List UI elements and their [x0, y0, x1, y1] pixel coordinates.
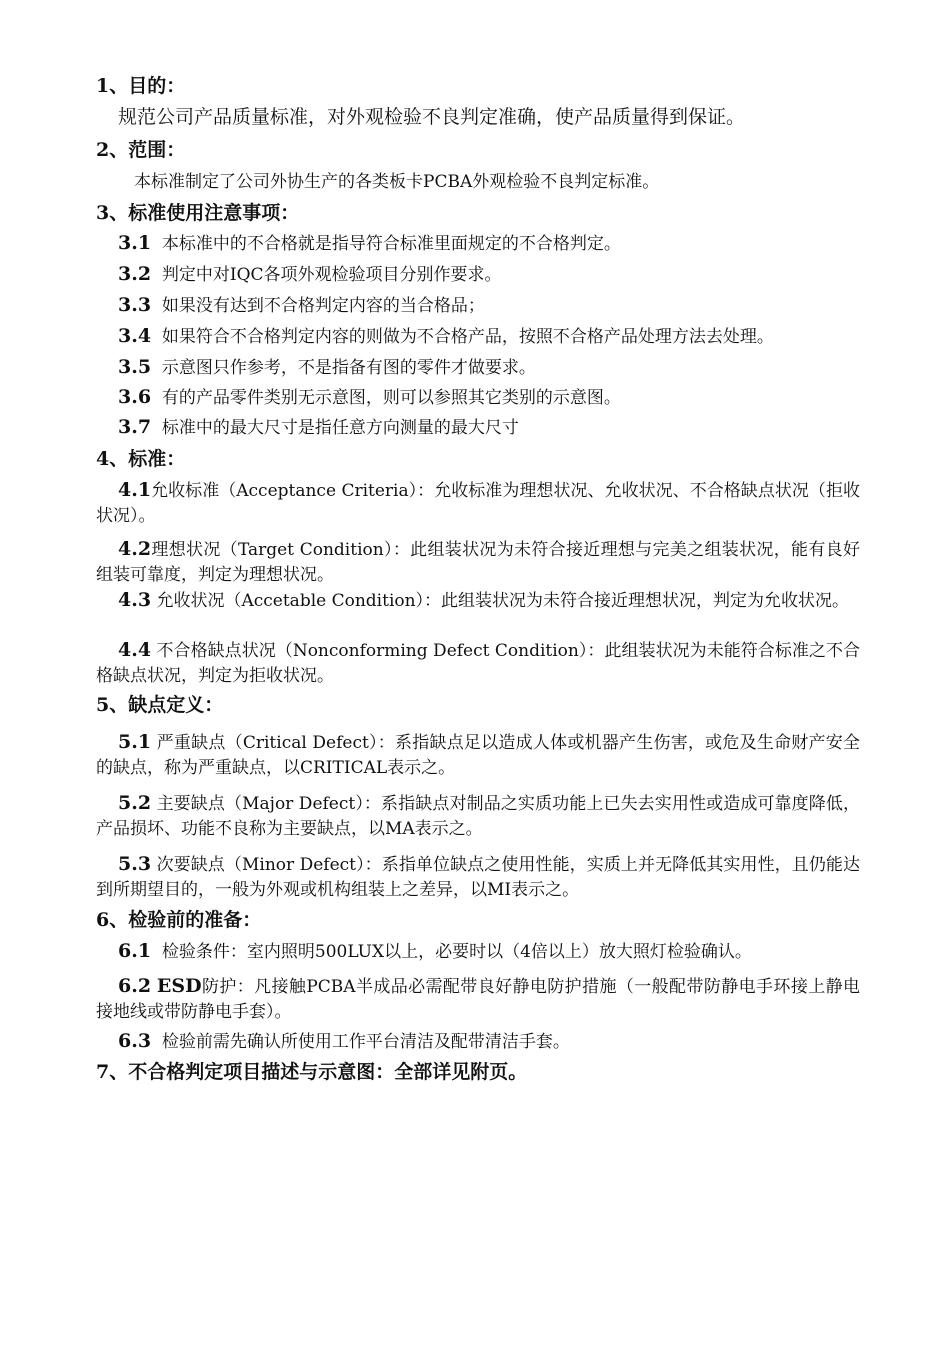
item-3-3 — [118, 293, 485, 318]
item-text: 有的产品零件类别无示意图，则可以参照其它类别的示意图。 — [161, 388, 621, 408]
item-5-3 — [96, 852, 860, 903]
item-text: 理想状况（Target Condition）：此组装状况为未符合接近理想与完美之组装状况，能有良好组装可靠度，判定为理想状况。 — [96, 540, 860, 585]
item-number: 4.2 — [118, 538, 152, 560]
item-4-1 — [96, 478, 860, 529]
item-text: 如果符合不合格判定内容的则做为不合格产品，按照不合格产品处理方法去处理。 — [161, 327, 774, 347]
item-6-1 — [118, 939, 752, 964]
item-text: 次要缺点（Minor Defect）：系指单位缺点之使用性能，实质上并无降低其实用性，且仍能达到所期望目的，一般为外观或机构组装上之差异，以MI表示之。 — [96, 855, 861, 900]
section-3-heading: 3、标准使用注意事项： — [96, 202, 300, 224]
item-3-1 — [118, 231, 621, 256]
item-text: 防护：凡接触PCBA半成品必需配带良好静电防护措施（一般配带防静电手环接上静电接地线或带防静电手套）。 — [96, 977, 861, 1022]
item-text: 示意图只作参考，不是指备有图的零件才做要求。 — [161, 358, 536, 378]
item-number: 5.3 — [118, 853, 152, 875]
item-number: 4.3 — [118, 589, 152, 611]
item-number: 3.6 — [118, 386, 152, 408]
item-text: 检验前需先确认所使用工作平台清洁及配带清洁手套。 — [161, 1032, 570, 1052]
item-3-7 — [118, 415, 519, 440]
section-6-heading: 6、检验前的准备： — [96, 909, 262, 931]
item-text: 本标准中的不合格就是指导符合标准里面规定的不合格判定。 — [161, 234, 621, 254]
item-3-2 — [118, 262, 502, 287]
item-text: 如果没有达到不合格判定内容的当合格品； — [161, 296, 485, 316]
item-text: 允收标准（Acceptance Criteria）：允收标准为理想状况、允收状况、不合格缺点状况（拒收状况）。 — [96, 481, 860, 526]
section-7-heading: 7、不合格判定项目描述与示意图：全部详见附页。 — [96, 1061, 528, 1083]
item-4-4 — [96, 638, 860, 689]
section-2-text: 本标准制定了公司外协生产的各类板卡PCBA外观检验不良判定标准。 — [134, 172, 660, 192]
section-1-heading: 1、目的： — [96, 75, 186, 97]
item-number: 6.2 — [118, 975, 152, 997]
item-4-3 — [96, 588, 860, 614]
item-6-2 — [96, 974, 860, 1025]
item-number: 6.3 — [118, 1030, 152, 1052]
item-3-4 — [118, 324, 774, 349]
item-number: 3.1 — [118, 232, 152, 254]
item-number: 3.2 — [118, 263, 152, 285]
item-number: 3.7 — [118, 416, 152, 438]
item-text: 不合格缺点状况（Nonconforming Defect Condition）：此组装状况为未能符合标准之不合格缺点状况，判定为拒收状况。 — [96, 641, 860, 686]
item-number: 3.3 — [118, 294, 152, 316]
item-6-3 — [118, 1029, 570, 1054]
section-1-text: 规范公司产品质量标准，对外观检验不良判定准确，使产品质量得到保证。 — [118, 106, 746, 128]
item-5-2 — [96, 791, 860, 842]
item-bold-term: ESD — [156, 975, 202, 997]
item-number: 6.1 — [118, 940, 152, 962]
item-3-5 — [118, 355, 536, 380]
item-number: 3.4 — [118, 325, 152, 347]
item-text: 严重缺点（Critical Defect）：系指缺点足以造成人体或机器产生伤害，或危及生命财产安全的缺点，称为严重缺点，以CRITICAL表示之。 — [96, 733, 860, 778]
item-text: 检验条件：室内照明500LUX以上，必要时以（4倍以上）放大照灯检验确认。 — [161, 942, 752, 962]
item-text: 允收状况（Accetable Condition）：此组装状况为未符合接近理想状况，判定为允收状况。 — [156, 591, 850, 611]
item-number: 5.2 — [118, 792, 152, 814]
section-4-heading: 4、标准： — [96, 448, 186, 470]
section-5-heading: 5、缺点定义： — [96, 694, 224, 716]
item-text: 判定中对IQC各项外观检验项目分别作要求。 — [161, 265, 502, 285]
item-number: 4.1 — [118, 479, 152, 501]
item-number: 3.5 — [118, 356, 152, 378]
section-2-heading: 2、范围： — [96, 139, 186, 161]
item-4-2 — [96, 537, 860, 588]
item-text: 主要缺点（Major Defect）：系指缺点对制品之实质功能上已失去实用性或造成可靠度降低，产品损坏、功能不良称为主要缺点，以MA表示之。 — [96, 794, 860, 839]
item-5-1 — [96, 730, 860, 781]
item-text: 标准中的最大尺寸是指任意方向测量的最大尺寸 — [161, 418, 519, 438]
item-number: 4.4 — [118, 639, 152, 661]
item-number: 5.1 — [118, 731, 152, 753]
item-3-6 — [118, 385, 621, 410]
